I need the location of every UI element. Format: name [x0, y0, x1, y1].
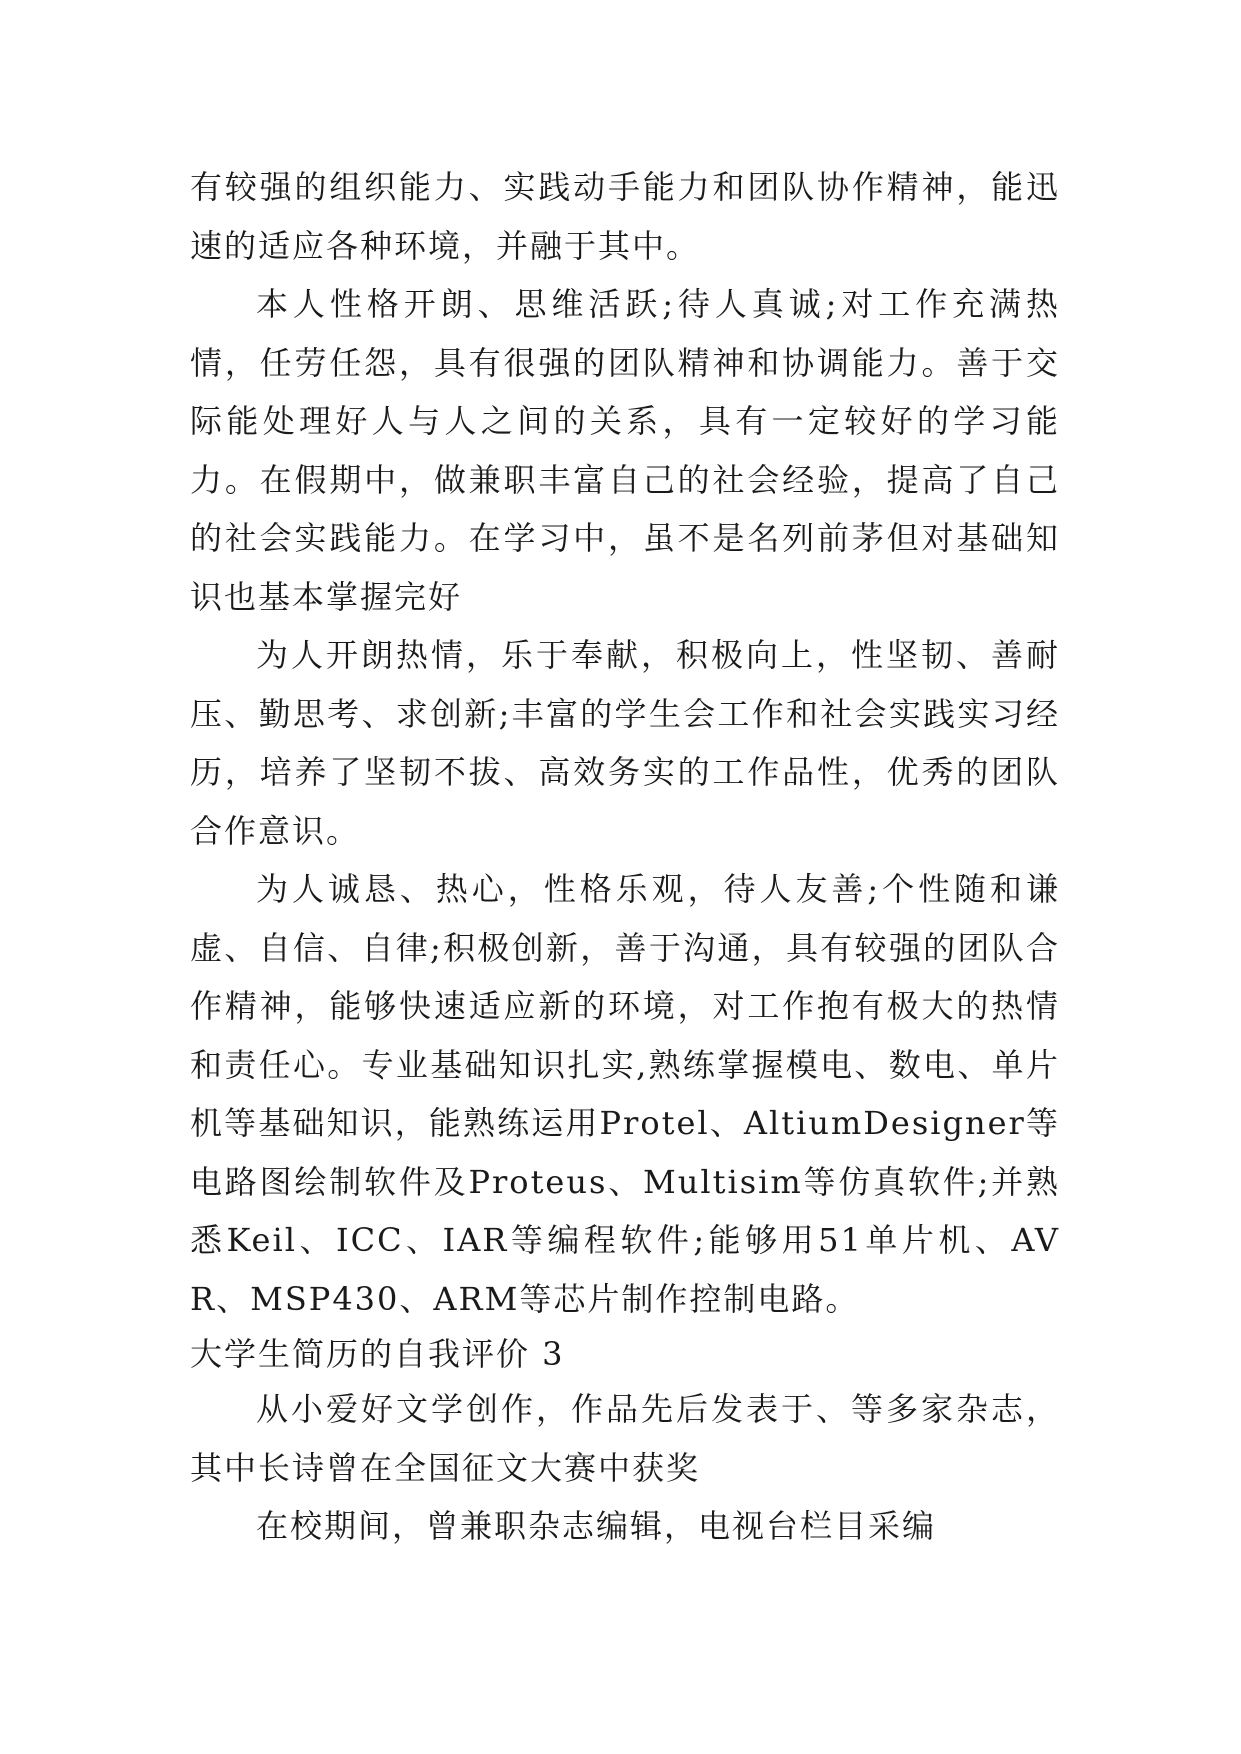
document-body [190, 158, 1060, 1556]
paragraph-technical-skills: 为人诚恳、热心，性格乐观，待人友善;个性随和谦虚、自信、自律;积极创新，善于沟通，具有较强的团队合作精神，能够快速适应新的环境，对工作抱有极大的热情和责任心。专业基础知识扎实,熟练掌握模电、数电、单片机等基础知识，能熟练运用Protel、AltiumDesigner等电路图绘制软件及Proteus、Multisim等仿真软件;并熟悉Keil、ICC、IAR等编程软件;能够用51单片机、AVR、MSP430、ARM等芯片制作控制电路。 [190, 870, 1060, 1318]
paragraph-personality-learning: 本人性格开朗、思维活跃;待人真诚;对工作充满热情，任劳任怨，具有很强的团队精神和协调能力。善于交际能处理好人与人之间的关系，具有一定较好的学习能力。在假期中，做兼职丰富自己的社会经验，提高了自己的社会实践能力。在学习中，虽不是名列前茅但对基础知识也基本掌握完好 [190, 285, 1060, 616]
section-heading: 大学生简历的自我评价 3 [190, 1335, 565, 1373]
paragraph-literary-creation: 从小爱好文学创作，作品先后发表于、等多家杂志，其中长诗曾在全国征文大赛中获奖 [190, 1390, 1060, 1487]
paragraph-campus-editor: 在校期间，曾兼职杂志编辑，电视台栏目采编 [256, 1507, 937, 1545]
paragraph-enthusiasm-student-union: 为人开朗热情，乐于奉献，积极向上，性坚韧、善耐压、勤思考、求创新;丰富的学生会工作和社会实践实习经历，培养了坚韧不拔、高效务实的工作品性，优秀的团队合作意识。 [190, 636, 1060, 850]
paragraph-teamwork-adaptability: 有较强的组织能力、实践动手能力和团队协作精神，能迅速的适应各种环境，并融于其中。 [190, 168, 1060, 265]
